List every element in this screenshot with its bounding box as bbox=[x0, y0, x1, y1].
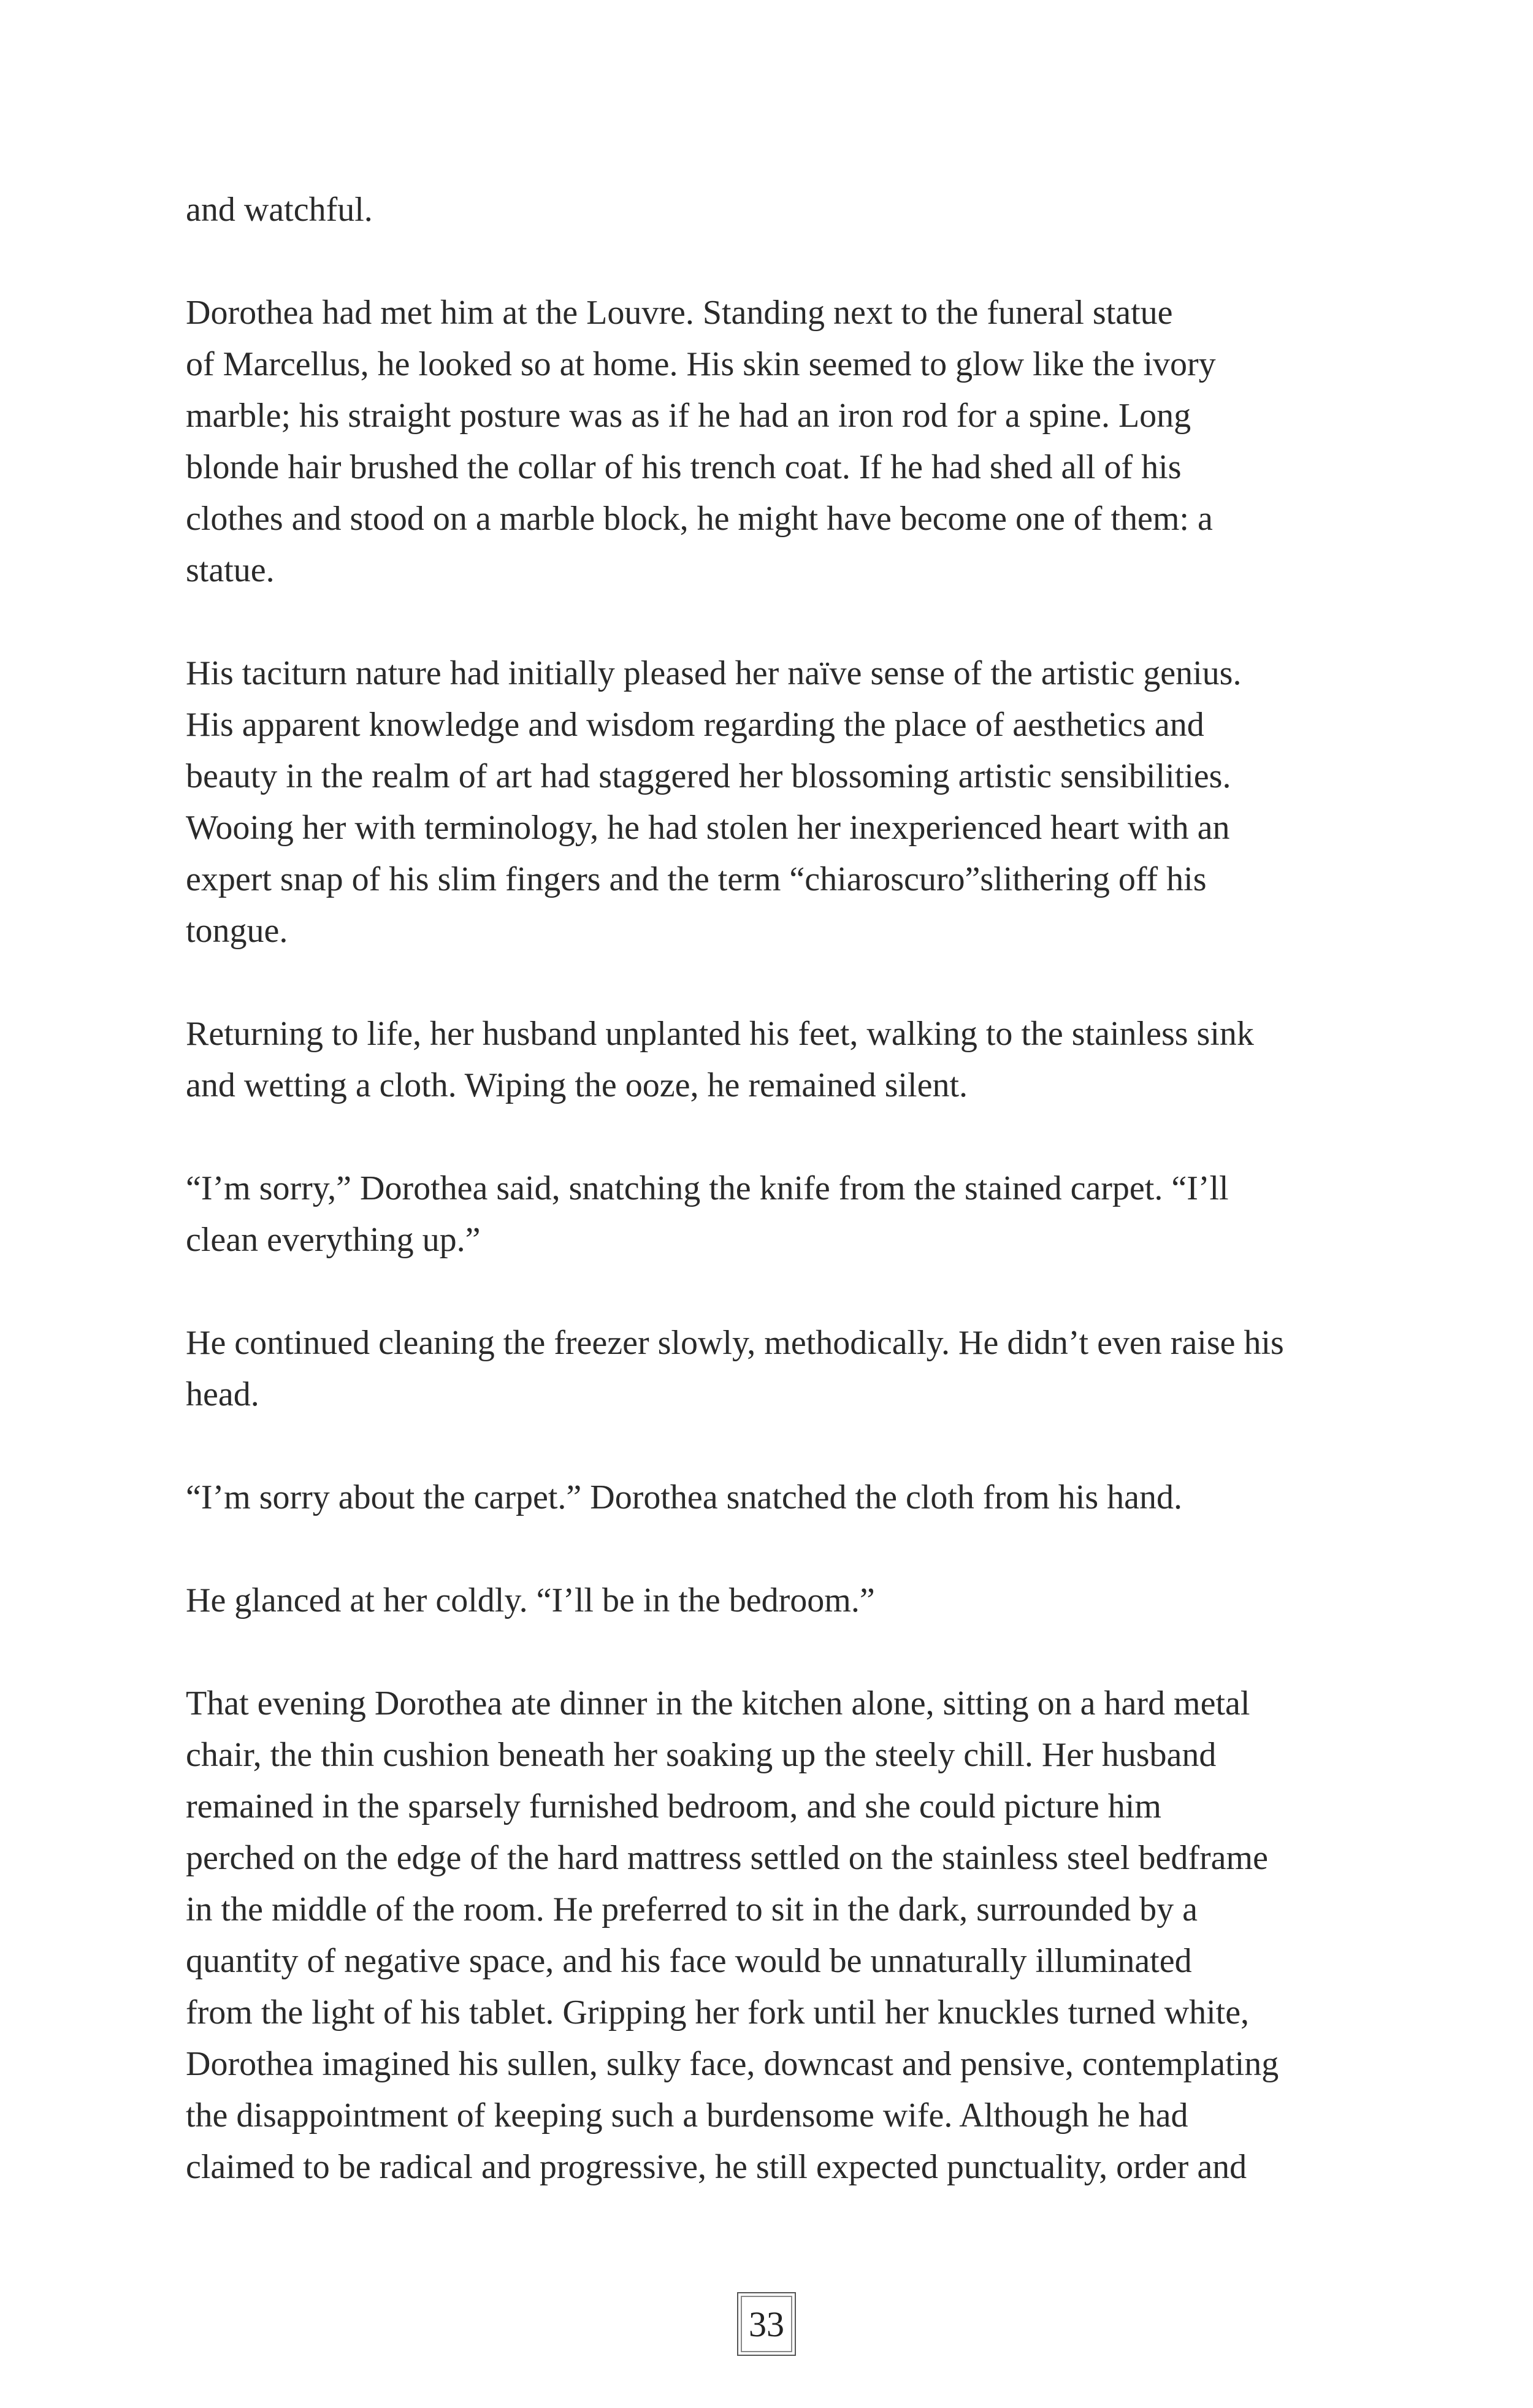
page-number-text: 33 bbox=[749, 2304, 784, 2344]
paragraph-9: That evening Dorothea ate dinner in the kitchen alone, sitting on a hard metal chair, the thin cushion beneath her soaking up the steely chill. Her husband remained in the sparsely furnished bedroom, and she could picture him perched on the edge of the hard mattress settled on the stainless steel bedframe in the middle of the room. He preferred to sit in the dark, surrounded by a quantity of negative space, and his face would be unnaturally illuminated from the light of his tablet. Gripping her fork until her knuckles turned white, Dorothea imagined his sullen, sulky face, downcast and pensive, contemplating the disappointment of keeping such a burdensome wife. Although he had claimed to be radical and progressive, he still expected punctuality, order and bbox=[186, 1684, 1279, 2186]
paragraph-6: He continued cleaning the freezer slowly, methodically. He didn’t even raise his head. bbox=[186, 1324, 1284, 1413]
paragraph-8: He glanced at her coldly. “I’ll be in the bedroom.” bbox=[186, 1581, 875, 1619]
page-body bbox=[186, 184, 1369, 2244]
paragraph-4: Returning to life, her husband unplanted his feet, walking to the stainless sink and wetting a cloth. Wiping the ooze, he remained silent. bbox=[186, 1015, 1254, 1104]
paragraph-7: “I’m sorry about the carpet.” Dorothea snatched the cloth from his hand. bbox=[186, 1478, 1182, 1516]
paragraph-3: His taciturn nature had initially pleased her naïve sense of the artistic genius. His apparent knowledge and wisdom regarding the place of aesthetics and beauty in the realm of art had staggered her blossoming artistic sensibilities. Wooing her with terminology, he had stolen her inexperienced heart with an expert snap of his slim fingers and the term “chiaroscuro”slithering off his tongue. bbox=[186, 654, 1242, 950]
page-number bbox=[737, 2292, 796, 2356]
paragraph-5: “I’m sorry,” Dorothea said, snatching the knife from the stained carpet. “I’ll clean everything up.” bbox=[186, 1169, 1229, 1259]
paragraph-2: Dorothea had met him at the Louvre. Standing next to the funeral statue of Marcellus, he looked so at home. His skin seemed to glow like the ivory marble; his straight posture was as if he had an iron rod for a spine. Long blonde hair brushed the collar of his trench coat. If he had shed all of his clothes and stood on a marble block, he might have become one of them: a statue. bbox=[186, 294, 1216, 589]
paragraph-1: and watchful. bbox=[186, 191, 373, 229]
